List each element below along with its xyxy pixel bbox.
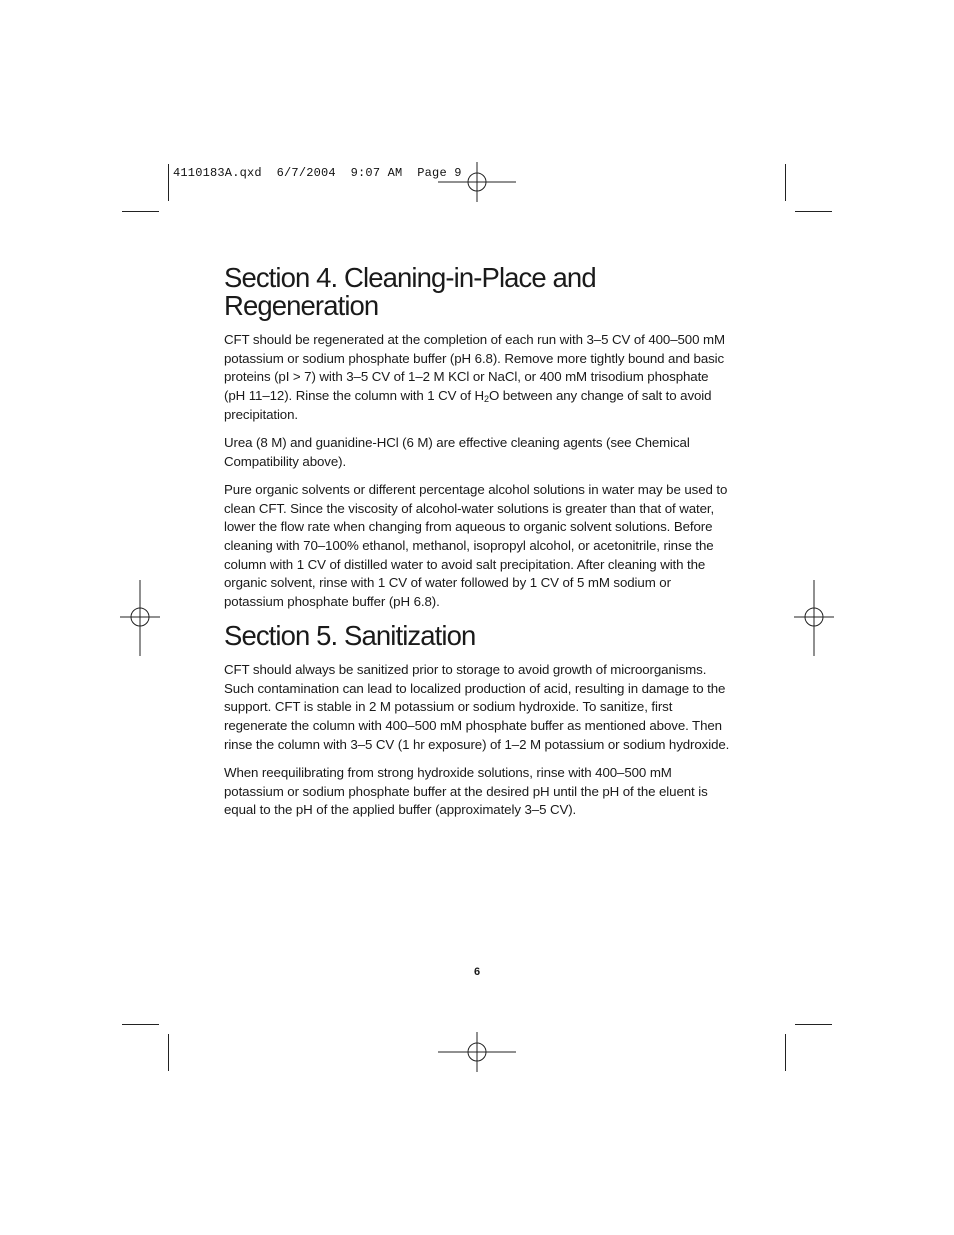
crop-mark-bottom-right-horizontal (795, 1024, 832, 1025)
section-5-title: Section 5. Sanitization (224, 619, 476, 651)
registration-mark-top-icon (438, 162, 516, 202)
registration-mark-bottom-icon (438, 1032, 516, 1072)
crop-mark-top-right-horizontal (795, 211, 832, 212)
section-4-paragraph-2: Urea (8 M) and guanidine-HCl (6 M) are effective cleaning agents (see Chemical Compatibility above). (224, 435, 690, 469)
subscript-2: 2 (484, 394, 489, 405)
registration-mark-left-icon (120, 580, 160, 656)
section-4-paragraph-1 (224, 331, 730, 425)
crop-mark-bottom-left-horizontal (122, 1024, 159, 1025)
slug-line: 4110183A.qxd 6/7/2004 9:07 AM Page 9 (173, 166, 462, 180)
section-4-paragraph-3: Pure organic solvents or different percentage alcohol solutions in water may be used to clean CFT. Since the viscosity of alcohol-water solutions is greater than that of water, lower the flow rate when changing from aqueous to organic solvent solutions. Before cleaning with 70–100% ethanol, methanol, isopropyl alcohol, or acetonitrile, rinse the column with 1 CV of distilled water to avoid salt precipitation. After cleaning with the organic solvent, rinse with 1 CV of water followed by 1 CV of 5 mM sodium or potassium phosphate buffer (pH 6.8). (224, 481, 728, 610)
section-5-paragraph-1: CFT should always be sanitized prior to storage to avoid growth of microorganisms. Such contamination can lead to localized production of acid, resulting in damage to the support. CFT is stable in 2 M potassium or sodium hydroxide. To sanitize, first regenerate the column with 400–500 mM phosphate buffer as mentioned above. Then rinse the column with 3–5 CV (1 hr exposure) of 1–2 M potassium or sodium hydroxide. (224, 661, 730, 752)
crop-mark-bottom-right-vertical (785, 1034, 786, 1071)
crop-mark-top-right-vertical (785, 164, 786, 201)
section-4-title: Section 4. Cleaning-in-Place and Regeneration (224, 262, 596, 321)
section-4-paragraph-1-text: CFT should be regenerated at the completion of each run with 3–5 CV of 400–500 mM potassium or sodium phosphate buffer (pH 6.8). Remove more tightly bound and basic proteins (pI > 7) with 3–5 CV of 1–2 M KCl or NaCl, or 400 mM trisodium phosphate (pH 11–12). Rinse the column with 1 CV of H (224, 332, 725, 404)
crop-mark-top-left-horizontal (122, 211, 159, 212)
section-5-paragraph-2: When reequilibrating from strong hydroxide solutions, rinse with 400–500 mM potassium or sodium phosphate buffer at the desired pH until the pH of the eluent is equal to the pH of the applied buffer (approximately 3–5 CV). (224, 764, 708, 818)
page-number: 6 (473, 966, 481, 978)
crop-mark-top-left-vertical (168, 164, 169, 201)
section-4-paragraph-1-text-end: O between any change of salt to avoid precipitation. (224, 388, 712, 422)
crop-mark-bottom-left-vertical (168, 1034, 169, 1071)
document-body (224, 264, 730, 829)
registration-mark-right-icon (794, 580, 834, 656)
